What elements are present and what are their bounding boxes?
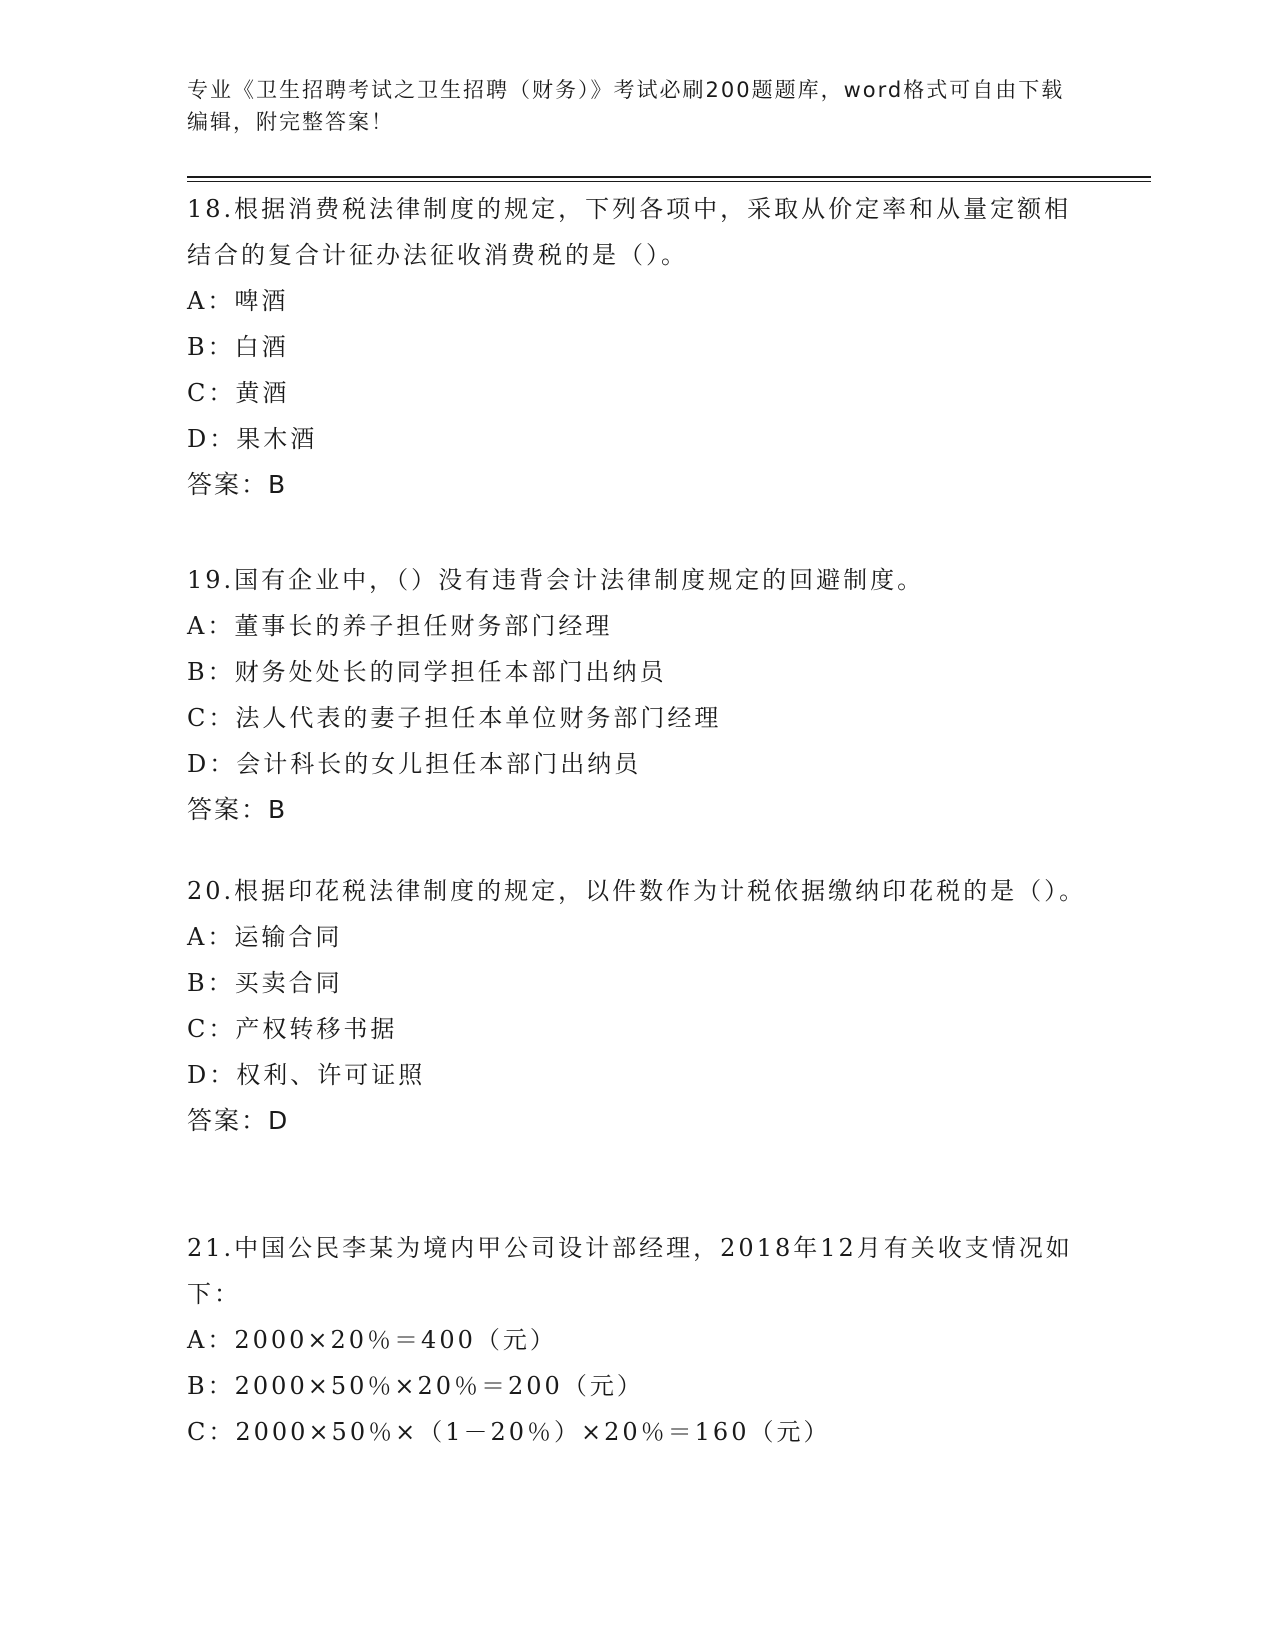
option-d: D：会计科长的女儿担任本部门出纳员 [187,750,642,778]
option-b: B：白酒 [187,333,289,361]
header-divider-thick [187,176,1151,178]
question-stem: 19.国有企业中，（）没有违背会计法律制度规定的回避制度。 [187,566,925,594]
option-c: C：2000×50％×（1－20％）×20％＝160（元） [187,1418,831,1446]
option-b: B：2000×50％×20％＝200（元） [187,1372,644,1400]
option-d: D：果木酒 [187,425,318,453]
option-c: C：法人代表的妻子担任本单位财务部门经理 [187,704,722,732]
option-a: A：2000×20％＝400（元） [187,1326,557,1354]
answer-text: 答案：B [187,795,288,824]
question-stem: 18.根据消费税法律制度的规定，下列各项中，采取从价定率和从量定额相结合的复合计征办法征收消费税的是（）。 [187,195,1072,269]
option-a: A：啤酒 [187,287,289,315]
question-19 [187,557,1087,833]
option-a: A：运输合同 [187,923,343,951]
option-b: B：财务处处长的同学担任本部门出纳员 [187,658,667,686]
option-c: C：产权转移书据 [187,1015,398,1043]
question-stem: 20.根据印花税法律制度的规定，以件数作为计税依据缴纳印花税的是（）。 [187,877,1087,905]
document-header: 专业《卫生招聘考试之卫生招聘（财务）》考试必刷200题题库，word格式可自由下载编辑，附完整答案！ [187,78,1065,134]
question-21 [187,1225,1087,1455]
answer-text: 答案：D [187,1106,290,1135]
question-20 [187,868,1087,1144]
option-b: B：买卖合同 [187,969,343,997]
header-divider-thin [187,181,1151,182]
option-d: D：权利、许可证照 [187,1061,426,1089]
option-c: C：黄酒 [187,379,290,407]
option-a: A：董事长的养子担任财务部门经理 [187,612,613,640]
answer-text: 答案：B [187,470,288,499]
question-stem: 21.中国公民李某为境内甲公司设计部经理，2018年12月有关收支情况如下： [187,1234,1073,1308]
question-18 [187,186,1087,508]
